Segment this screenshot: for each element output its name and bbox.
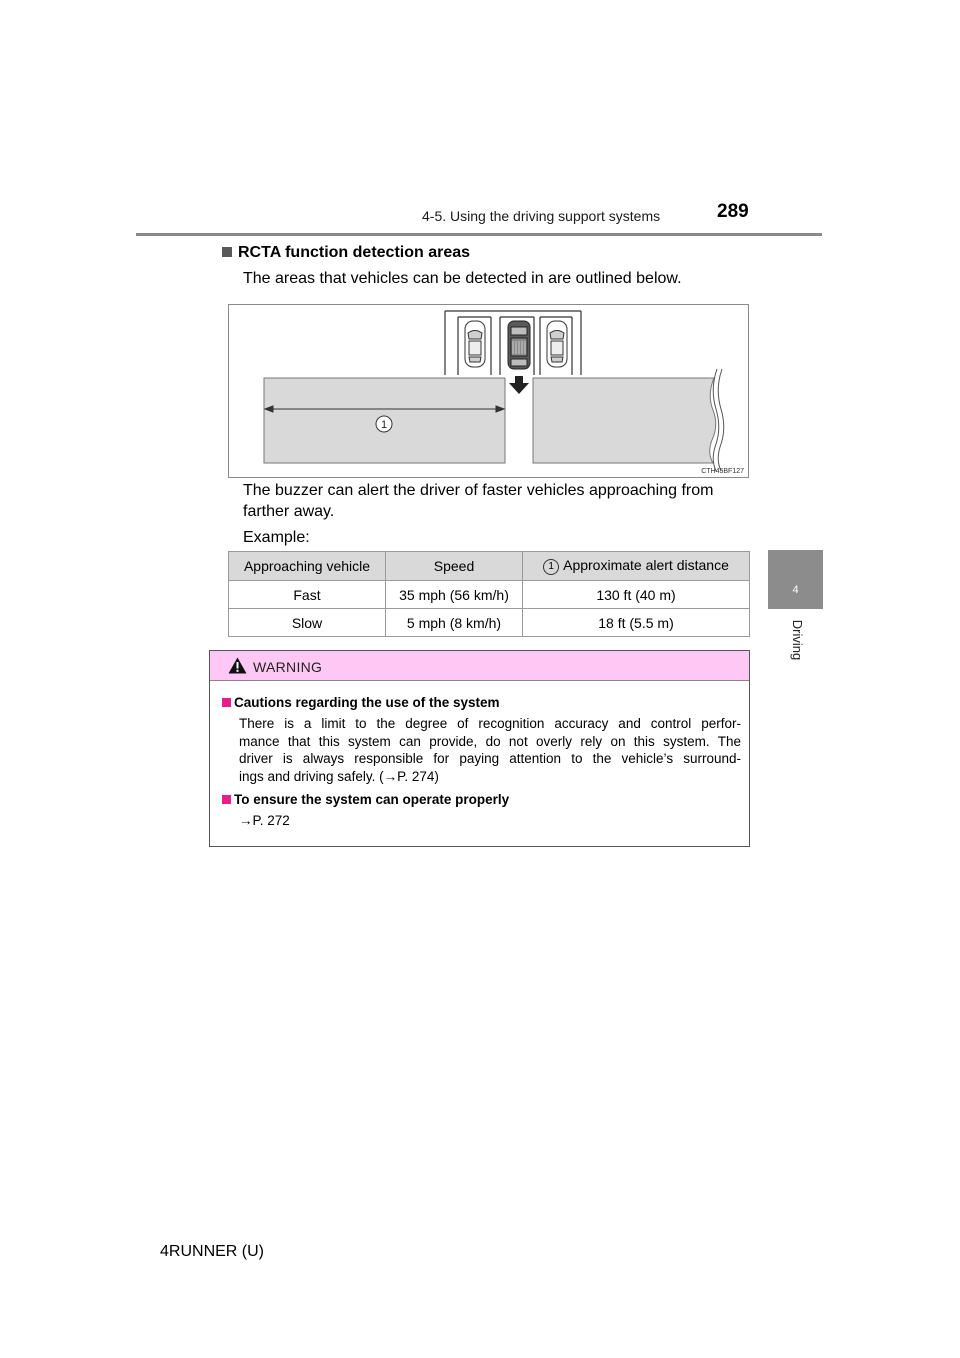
chapter-tab bbox=[768, 550, 823, 609]
detection-area-diagram bbox=[228, 304, 749, 478]
chapter-label: Driving bbox=[790, 619, 805, 661]
callout-circle: 1 bbox=[543, 559, 559, 575]
col-header-distance bbox=[523, 552, 750, 581]
cell-vehicle: Fast bbox=[229, 581, 386, 609]
example-label: Example: bbox=[243, 529, 310, 546]
table-row bbox=[229, 609, 750, 637]
page-number: 289 bbox=[717, 201, 749, 222]
square-bullet-icon bbox=[222, 698, 231, 707]
section-title: 4-5. Using the driving support systems bbox=[422, 208, 661, 224]
warning-item-title: To ensure the system can operate properly bbox=[222, 792, 509, 807]
warning-triangle-icon bbox=[228, 657, 247, 674]
warning-title: WARNING bbox=[253, 659, 323, 675]
parked-car-left-icon bbox=[465, 321, 485, 367]
col-header-distance-text: Approximate alert distance bbox=[563, 557, 729, 573]
buzzer-text-line-2: farther away. bbox=[243, 503, 335, 520]
col-header-vehicle: Approaching vehicle bbox=[229, 552, 386, 581]
reverse-arrow-icon bbox=[509, 376, 529, 394]
warning-item-text: There is a limit to the degree of recognition accuracy and control perfor- bbox=[239, 716, 741, 731]
break-line bbox=[718, 369, 724, 471]
figure-code: CTH45BF127 bbox=[701, 468, 744, 475]
square-bullet-icon bbox=[222, 795, 231, 804]
warning-item-text: ings and driving safely. (→P. 274) bbox=[239, 768, 439, 784]
warning-header bbox=[210, 651, 749, 681]
alert-distance-table bbox=[228, 551, 750, 637]
parked-car-right-icon bbox=[547, 321, 567, 367]
warning-item-text: mance that this system can provide, do not overly rely on this system. The bbox=[239, 733, 741, 749]
detection-area-right bbox=[533, 378, 716, 463]
square-bullet-icon bbox=[222, 247, 232, 257]
cell-vehicle: Slow bbox=[229, 609, 386, 637]
section-heading-text: RCTA function detection areas bbox=[238, 244, 471, 261]
chapter-number: 4 bbox=[792, 584, 799, 596]
col-header-speed: Speed bbox=[386, 552, 523, 581]
diagram-drawing bbox=[229, 305, 750, 479]
header-rule bbox=[136, 233, 822, 236]
cell-speed: 5 mph (8 km/h) bbox=[386, 609, 523, 637]
warning-item-text: →P. 272 bbox=[239, 813, 290, 828]
table-header-row bbox=[229, 552, 750, 581]
warning-item-text: driver is always responsible for paying attention to the vehicle’s surround- bbox=[239, 751, 741, 766]
own-vehicle-icon bbox=[508, 321, 530, 369]
section-heading bbox=[222, 244, 470, 262]
footer-model: 4RUNNER (U) bbox=[160, 1243, 264, 1260]
cell-speed: 35 mph (56 km/h) bbox=[386, 581, 523, 609]
cell-distance: 18 ft (5.5 m) bbox=[523, 609, 750, 637]
intro-text: The areas that vehicles can be detected in are outlined below. bbox=[243, 270, 682, 287]
buzzer-text-line-1: The buzzer can alert the driver of faster vehicles approaching from bbox=[243, 482, 714, 499]
cell-distance: 130 ft (40 m) bbox=[523, 581, 750, 609]
callout-number: 1 bbox=[380, 419, 388, 431]
warning-item-title: Cautions regarding the use of the system bbox=[222, 695, 500, 710]
table-row bbox=[229, 581, 750, 609]
warning-box bbox=[209, 650, 750, 847]
